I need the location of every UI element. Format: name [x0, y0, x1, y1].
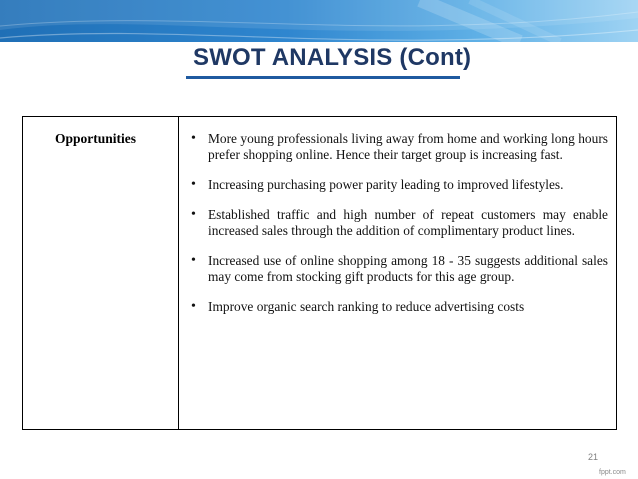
list-item	[179, 299, 608, 315]
table-content-cell	[179, 117, 616, 429]
list-item	[179, 131, 608, 163]
bullet-icon: •	[191, 253, 196, 268]
list-item-text: Increased use of online shopping among 18 - 35 suggests additional sales may come from stocking gift products for this age group.	[208, 253, 608, 284]
header-banner	[0, 0, 638, 42]
list-item	[179, 253, 608, 285]
list-item	[179, 177, 608, 193]
bullet-icon: •	[191, 177, 196, 192]
list-item-text: Improve organic search ranking to reduce advertising costs	[208, 299, 525, 314]
slide-title: SWOT ANALYSIS (Cont)	[193, 44, 472, 71]
page-number: 21	[588, 452, 599, 462]
bullet-icon: •	[191, 131, 196, 146]
bullet-icon: •	[191, 207, 196, 222]
swot-table	[22, 116, 617, 430]
title-underline	[186, 76, 460, 79]
bullet-icon: •	[191, 299, 196, 314]
list-item-text: Established traffic and high number of repeat customers may enable increased sales through the addition of complimentary product lines.	[208, 207, 608, 238]
watermark: fppt.com	[599, 469, 626, 476]
list-item	[179, 207, 608, 239]
list-item-text: Increasing purchasing power parity leading to improved lifestyles.	[208, 177, 564, 192]
opportunities-label: Opportunities	[55, 131, 137, 146]
table-label-cell	[23, 117, 179, 429]
list-item-text: More young professionals living away from home and working long hours prefer shopping online. Hence their target group is increasing fast.	[208, 131, 608, 162]
banner-wave-graphic	[0, 0, 638, 42]
opportunities-list	[179, 131, 608, 315]
